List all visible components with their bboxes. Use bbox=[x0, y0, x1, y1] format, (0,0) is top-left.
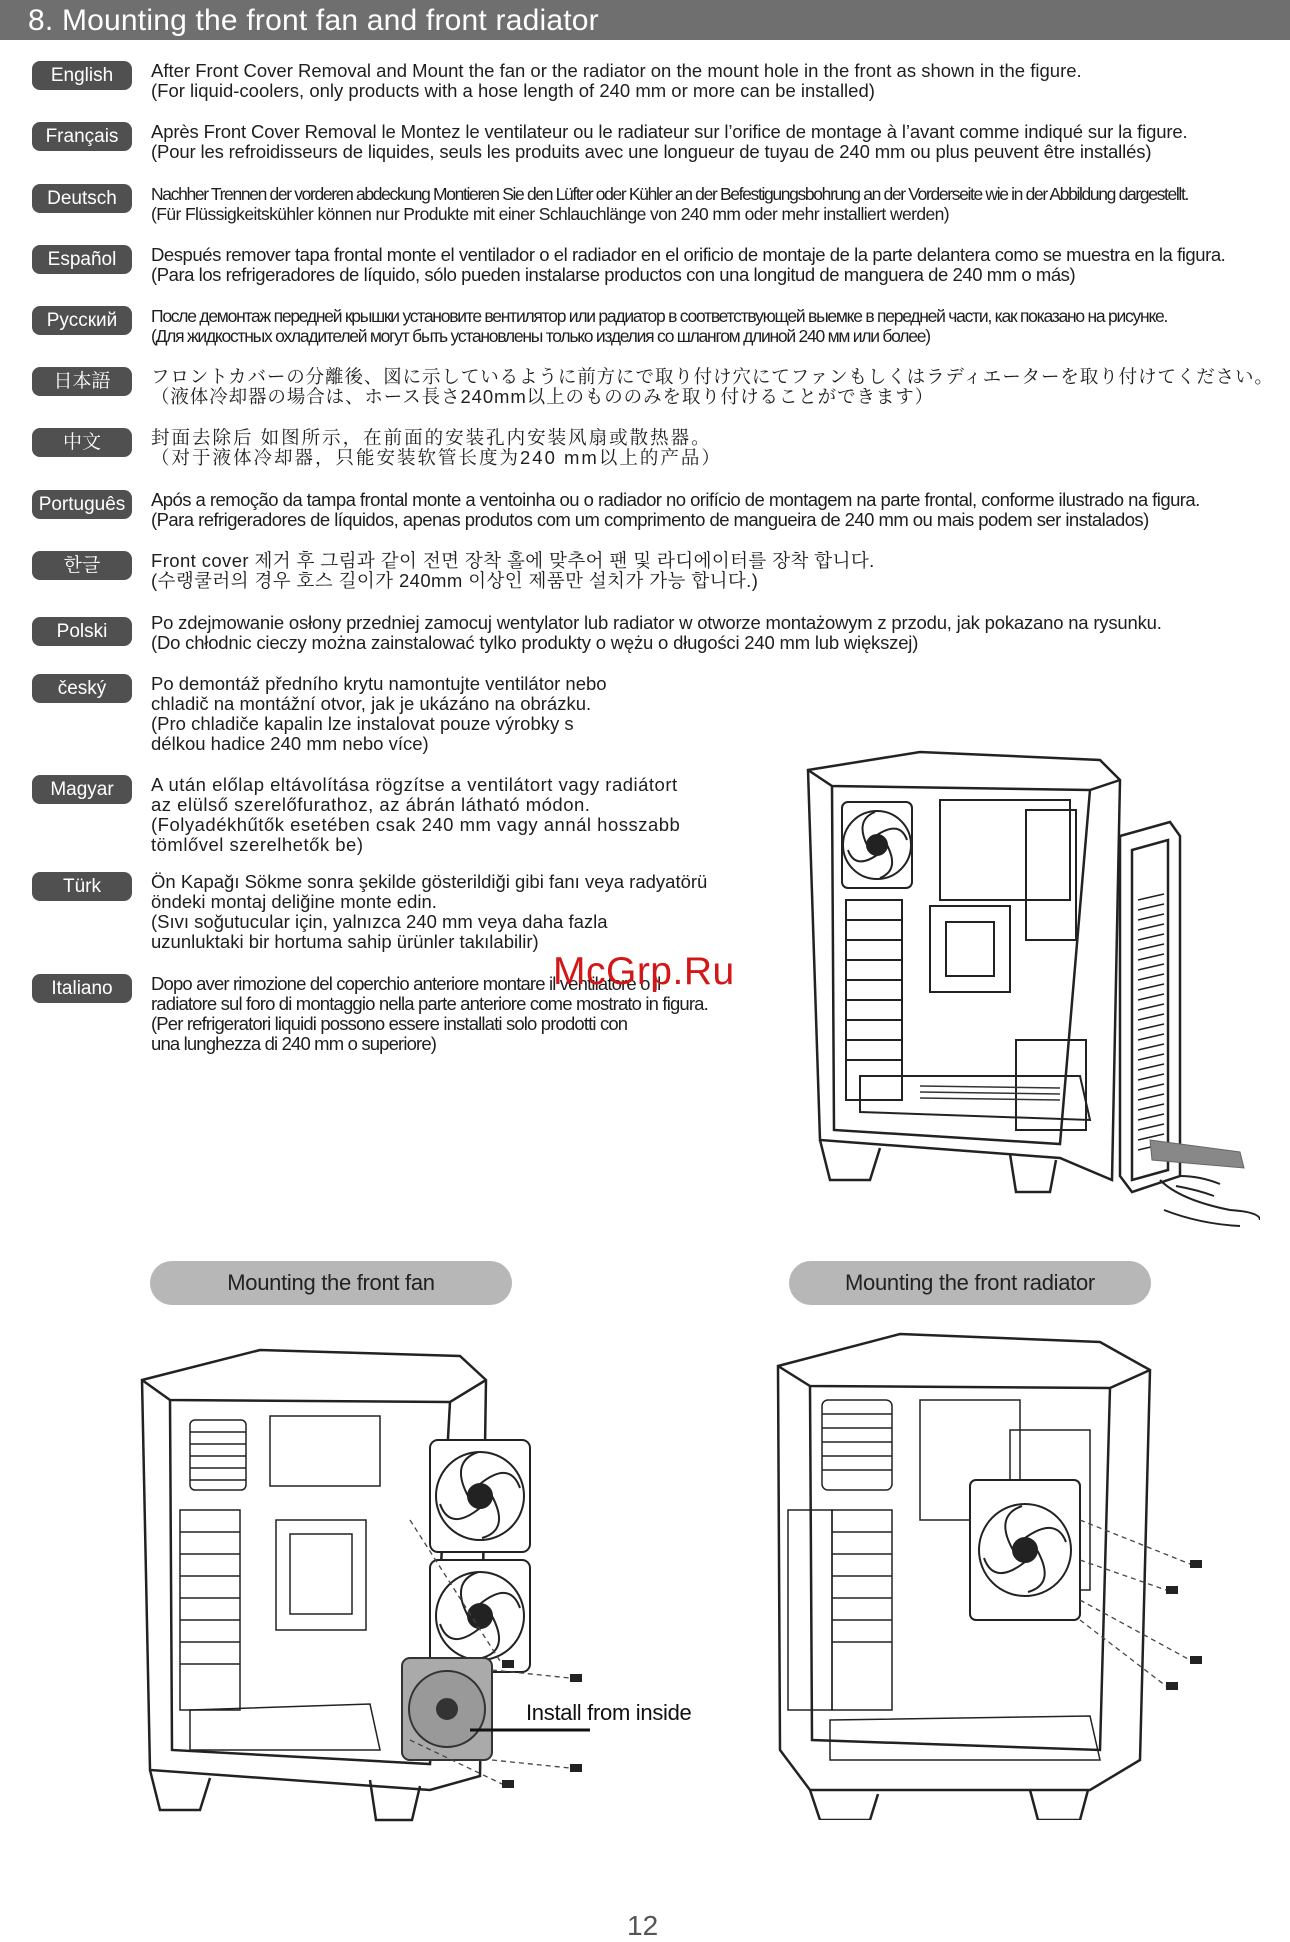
lang-badge-japanese: 日本語 bbox=[32, 367, 132, 396]
lang-text-japanese: フロントカバーの分離後、図に示しているように前方にで取り付け穴にてファンもしくはラディエーターを取り付けてください。 （液体冷却器の場合は、ホース長さ240mm以上のもののみを取り付けることができます） bbox=[151, 366, 1274, 407]
lang-text-chinese: 封面去除后 如图所示，在前面的安装孔内安装风扇或散热器。 （对于液体冷却器，只能安装软管长度为240 mm以上的产品） bbox=[151, 427, 722, 468]
lang-text-turkish: Ön Kapağı Sökme sonra şekilde gösterildiği gibi fanı veya radyatörü öndeki montaj deliğine monte edin. (Sıvı soğutucular için, yalnızca 240 mm veya daha fazla uzunluktaki bir hortuma sahip ürünler takılabilir) bbox=[151, 871, 708, 952]
lang-badge-turkish: Türk bbox=[32, 872, 132, 901]
fan-3-inside bbox=[402, 1658, 492, 1760]
page-title: 8. Mounting the front fan and front radiator bbox=[28, 4, 599, 37]
grille-pattern bbox=[920, 1086, 1060, 1100]
watermark-text: McGrp.Ru bbox=[553, 950, 735, 993]
lang-text-portuguese: Após a remoção da tampa frontal monte a ventoinha ou o radiador no orifício de montagem na parte frontal, conforme ilustrado na figura. (Para refrigeradores de líquidos, apenas produtos com um comprimento de mangueira de 240 mm ou mais podem ser instalados) bbox=[151, 489, 1200, 530]
lang-text-french: Après Front Cover Removal le Montez le ventilateur ou le radiateur sur l’orifice de montage à l’avant comme indiqué sur la figure. (Pour les refroidisseurs de liquides, seuls les produits avec une longueur de tuyau de 240 mm ou plus peuvent être installés) bbox=[151, 121, 1188, 162]
lang-text-czech: Po demontáž předního krytu namontujte ventilátor nebo chladič na montážní otvor, jak je ukázáno na obrázku. (Pro chladiče kapalin lze instalovat pouze výrobky s délkou hadice 240 mm nebo více) bbox=[151, 673, 607, 754]
lang-badge-german: Deutsch bbox=[32, 184, 132, 213]
lang-badge-spanish: Español bbox=[32, 245, 132, 274]
section-title-fan: Mounting the front fan bbox=[150, 1261, 512, 1305]
lang-badge-russian: Русский bbox=[32, 306, 132, 335]
lang-badge-hungarian: Magyar bbox=[32, 775, 132, 804]
page-number: 12 bbox=[627, 1910, 659, 1941]
fan-2 bbox=[430, 1560, 530, 1672]
lang-text-russian: После демонтаж передней крышки установите вентилятор или радиатор в соответствующей выемке в передней части, как показано на рисунке. (Для жидкостных охладителей могут быть установлены только изделия со шлангом длиной 240 мм или более) bbox=[151, 306, 1168, 346]
front-cover-removal-figure bbox=[760, 740, 1260, 1240]
lang-text-polish: Po zdejmowanie osłony przedniej zamocuj wentylator lub radiator w otworze montażowym z przodu, jak pokazano na rysunku. (Do chłodnic cieczy można zainstalować tylko produkty o wężu o długości 240 mm lub większej) bbox=[151, 612, 1162, 653]
lang-text-korean: Front cover 제거 후 그림과 같이 전면 장착 홀에 맞추어 팬 및 라디에이터를 장착 합니다. (수랭쿨러의 경우 호스 길이가 240mm 이상인 제품만 설치가 가능 합니다.) bbox=[151, 550, 875, 591]
radiator-block bbox=[970, 1480, 1080, 1620]
page-header bbox=[0, 0, 1290, 40]
lang-badge-english: English bbox=[32, 61, 132, 90]
lang-badge-polish: Polski bbox=[32, 617, 132, 646]
lang-badge-italian: Italiano bbox=[32, 974, 132, 1003]
install-from-inside-label: Install from inside bbox=[526, 1700, 692, 1725]
front-radiator-mount-figure bbox=[770, 1320, 1230, 1820]
lang-text-german: Nachher Trennen der vorderen abdeckung Montieren Sie den Lüfter oder Kühler an der Befestigungsbohrung an der Vorderseite wie in der Abbildung dargestellt. (Für Flüssigkeitskühler können nur Produkte mit einer Schlauchlänge von 240 mm oder mehr installiert werden) bbox=[151, 184, 1188, 224]
hand-icon bbox=[1160, 1176, 1260, 1226]
lang-badge-korean: 한글 bbox=[32, 551, 132, 580]
lang-text-hungarian: A után előlap eltávolítása rögzítse a ventilátort vagy radiátort az elülső szerelőfurathoz, az ábrán látható módon. (Folyadékhűtők esetében csak 240 mm vagy annál hosszabb tömlővel szerelhetők be) bbox=[151, 774, 681, 855]
screw-icons bbox=[1166, 1560, 1202, 1690]
lang-text-english: After Front Cover Removal and Mount the fan or the radiator on the mount hole in the front as shown in the figure. (For liquid-coolers, only products with a hose length of 240 mm or more can be installed) bbox=[151, 60, 1082, 101]
lang-badge-french: Français bbox=[32, 122, 132, 151]
lang-badge-portuguese: Português bbox=[32, 490, 132, 519]
lang-text-spanish: Después remover tapa frontal monte el ventilador o el radiador en el orificio de montaje de la parte delantera como se muestra en la figura. (Para los refrigeradores de líquido, sólo pueden instalarse productos con una longitud de manguera de 240 mm o más) bbox=[151, 244, 1226, 285]
top-rear-fan bbox=[842, 802, 912, 888]
lang-badge-chinese: 中文 bbox=[32, 428, 132, 457]
front-fan-mount-figure bbox=[130, 1320, 590, 1850]
fan-1 bbox=[430, 1440, 530, 1552]
section-title-radiator: Mounting the front radiator bbox=[789, 1261, 1151, 1305]
lang-text-italian: Dopo aver rimozione del coperchio anteriore montare il ventilatore o il radiatore sul foro di montaggio nella parte anteriore come mostrato in figura. (Per refrigeratori liquidi possono essere installati solo prodotti con una lunghezza di 240 mm o superiore) bbox=[151, 973, 708, 1054]
lang-badge-czech: český bbox=[32, 674, 132, 703]
